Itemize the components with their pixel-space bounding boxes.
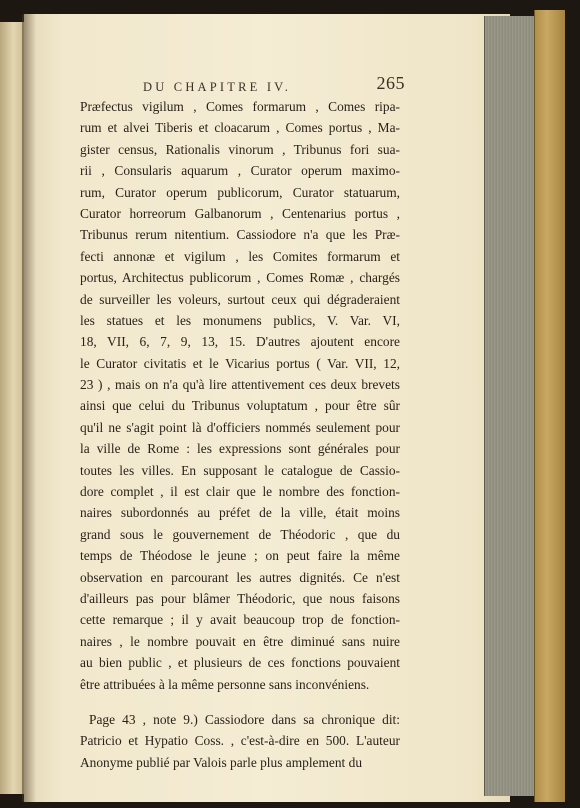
text-line: rii , Consularis aquarum , Curator operum maximo- <box>80 163 400 179</box>
text-line: naires , le nombre pouvait en être diminué sans nuire <box>80 633 400 649</box>
text-line: 18, VII, 6, 7, 9, 13, 15. D'autres ajoutent encore <box>80 334 400 350</box>
text-line: de surveiller les voleurs, surtout ceux qui dégraderaient <box>80 291 400 307</box>
text-line: le Curator civitatis et le Vicarius portus ( Var. VII, 12, <box>80 355 400 371</box>
text-line: les statues et les monumens publics, V. Var. VI, <box>80 312 400 328</box>
running-head <box>143 73 483 96</box>
text-line: observation en parcourant les autres dignités. Ce n'est <box>80 569 400 585</box>
text-line: temps de Théodose le jeune ; on peut faire la même <box>80 548 400 564</box>
page-fore-edge <box>484 16 537 796</box>
text-line: qu'il ne s'agit point là d'officiers nommés seulement pour <box>80 419 400 435</box>
text-line: naires subordonnés au préfet de la ville, était moins <box>80 505 400 521</box>
paragraph-gap <box>80 695 400 709</box>
cover-board <box>534 10 565 802</box>
gutter-shadow <box>22 14 36 802</box>
text-line: Curator horreorum Galbanorum , Centenarius portus , <box>80 205 400 221</box>
text-line: la ville de Rome : les expressions sont générales pour <box>80 441 400 457</box>
text-line: toutes les villes. En supposant le catalogue de Cassio- <box>80 462 400 478</box>
text-line: fecti annonæ et vigilum , les Comites formarum et <box>80 248 400 264</box>
text-line: Page 43 , note 9.) Cassiodore dans sa chronique dit: <box>89 711 400 727</box>
page-number: 265 <box>376 73 405 93</box>
text-line: être attribuées à la même personne sans inconvéniens. <box>80 676 370 692</box>
text-line: au bien public , et plusieurs de ces fonctions pouvaient <box>80 655 400 671</box>
paragraph-main <box>80 96 400 695</box>
text-line: Tribunus rerum nitentium. Cassiodore n'a que les Præ- <box>80 227 400 243</box>
text-line: cette remarque ; il y avait beaucoup trop de fonction- <box>80 612 400 628</box>
text-line: 23 ) , mais on n'a qu'à lire attentivement ces deux brevets <box>80 377 400 393</box>
text-line: grand sous le gouvernement de Théodoric , que du <box>80 526 400 542</box>
text-line: Patricio et Hypatio Coss. , c'est-à-dire en 500. L'auteur <box>80 733 400 749</box>
running-head-title: DU CHAPITRE IV. <box>143 80 292 94</box>
text-line: gister census, Rationalis vinorum , Tribunus fori sua- <box>80 141 400 157</box>
text-line: ainsi que celui du Tribunus voluptatum , pour être sûr <box>80 398 400 414</box>
text-line: d'ailleurs pas pour blâmer Théodoric, que nous faisons <box>80 590 400 606</box>
text-line: portus, Architectus publicorum , Comes Romæ , chargés <box>80 270 400 286</box>
text-line: Anonyme publié par Valois parle plus amplement du <box>80 754 363 770</box>
text-line: rum, Curator operum publicorum, Curator statuarum, <box>80 184 400 200</box>
paragraph-note <box>80 709 400 773</box>
text-line: dore complet , il est clair que le nombre des fonction- <box>80 484 400 500</box>
page-text <box>80 96 400 773</box>
text-line: rum et alvei Tiberis et cloacarum , Comes portus , Ma- <box>80 120 400 136</box>
text-line: Præfectus vigilum , Comes formarum , Comes ripa- <box>80 99 400 114</box>
